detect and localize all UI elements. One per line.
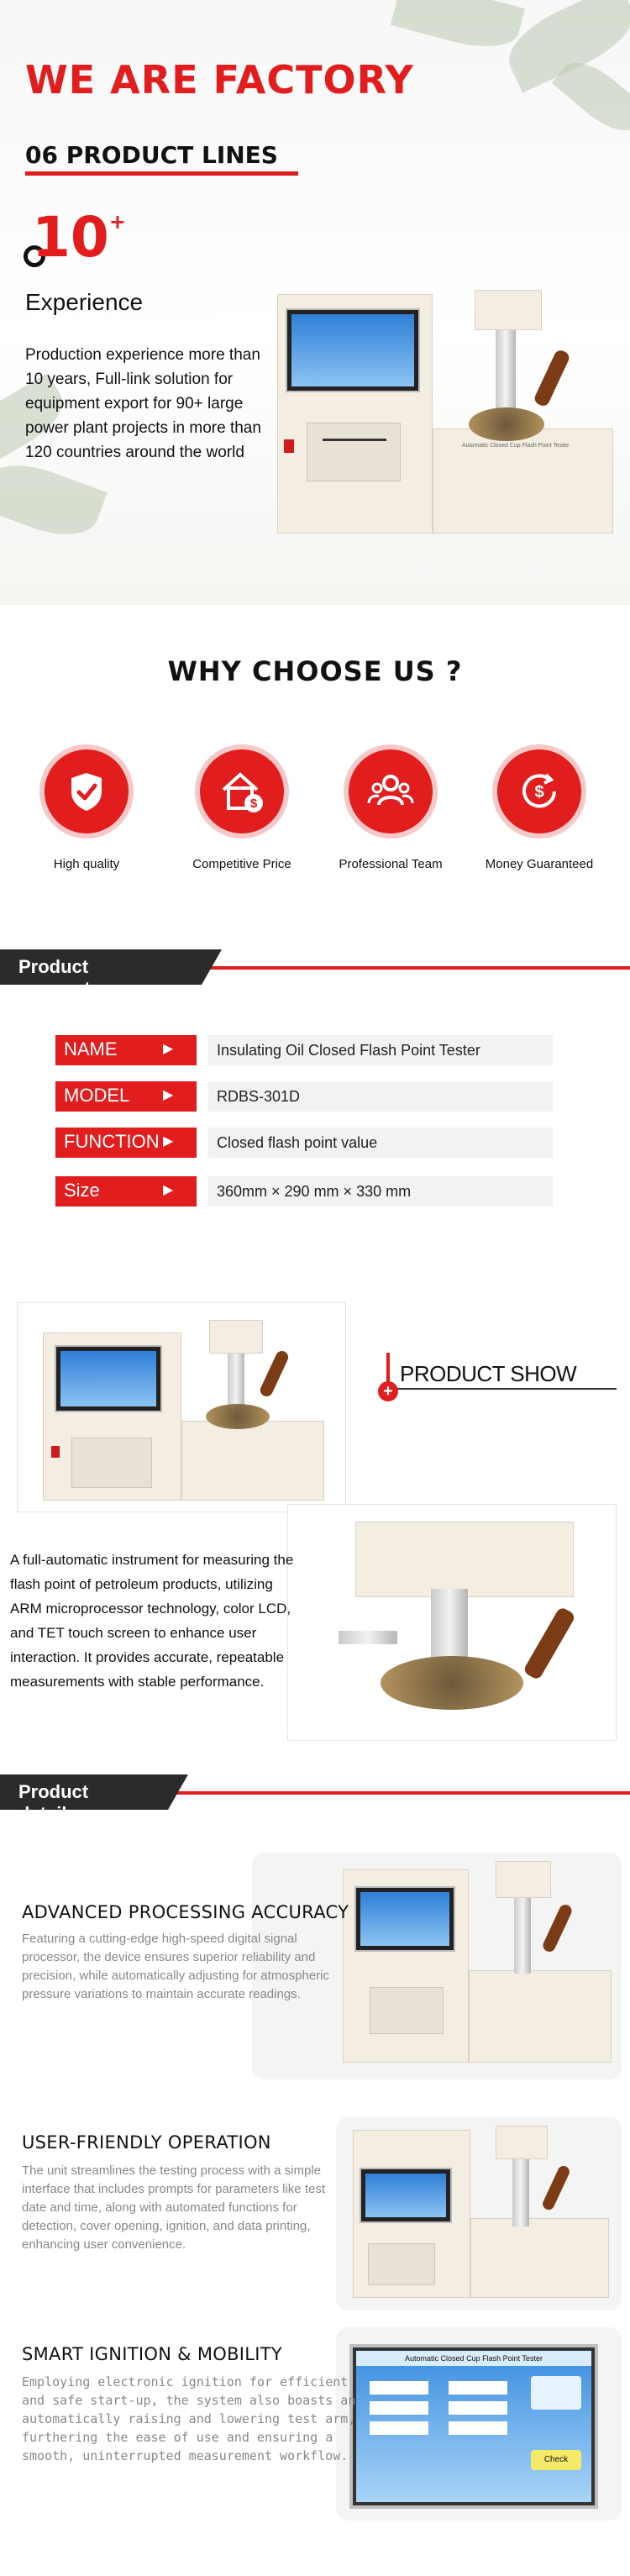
years-number [32,205,126,270]
product-show-description: A full-automatic instrument for measuring the flash point of petroleum products, utilizing ARM microprocessor technology, color LCD, and TET touch screen to enhance user interaction. It provides accurate, repeatable measurements with stable performance. [10,1552,294,1690]
years-plus: + [108,210,126,234]
feature-label: Professional Team [339,857,443,871]
arrow-right-icon: ▶ [163,1088,174,1102]
plus-icon: + [378,1381,398,1401]
feature-high-quality [24,744,150,871]
hero-title: WE ARE FACTORY [25,57,414,103]
title-underline [390,1388,617,1390]
experience-label: Experience [25,289,144,315]
product-image [277,290,622,542]
detail-text: Featuring a cutting-edge high-speed digital signal processor, the device ensures superior reliability and precision, while automatically adjusting for atmospheric pressure variations to maintain accurate readings. [22,1932,330,2001]
param-key: FUNCTION [55,1128,197,1158]
years-value: 10 [32,205,109,270]
detail-title: SMART IGNITION & MOBILITY [22,2344,283,2364]
detail-text: The unit streamlines the testing process with a simple interface that includes prompts for parameters like test date and time, along with automated functions for detection, cover opening, ignition, and data printing, enhancing user convenience. [22,2163,325,2252]
hero-description: Production experience more than 10 years, Full-link solution for equipment export for 90+ large power plant projects in more than 120 countries around the world [25,346,261,461]
house-price-icon [195,744,289,839]
screen-header: Automatic Closed Cup Flash Point Tester [356,2351,591,2366]
power-switch-icon [284,439,294,453]
cup-handle [533,348,571,407]
svg-text:$: $ [534,783,544,802]
param-key: Size [55,1176,197,1207]
arrow-right-icon: ▶ [163,1042,174,1056]
printer [307,423,401,481]
why-title: WHY CHOOSE US ? [167,655,463,687]
param-key: MODEL [55,1081,197,1112]
touch-screen [349,2344,598,2509]
machine-caption: Automatic Closed Cup Flash Point Tester [462,443,570,449]
machine-screen [286,308,420,392]
detail-text: Employing electronic ignition for efficient and safe start-up, the system also boasts an automatically raising and lowering test arm, furthering the ease of use and ensuring a smooth, uninterrupted measurement workflow. [22,2374,356,2463]
detail-image-bg [336,2117,622,2311]
product-show-title: PRODUCT SHOW [400,1361,577,1386]
param-row-size [55,1176,559,1207]
feature-label: Competitive Price [192,857,291,871]
check-button[interactable]: Check [531,2450,581,2470]
test-arm-head [475,290,542,330]
detail-image-bg [336,2327,622,2521]
param-row-name [55,1035,559,1065]
param-row-function [55,1128,559,1158]
param-value: Insulating Oil Closed Flash Point Tester [208,1035,553,1065]
shield-check-icon [39,744,134,839]
product-show-image-front [17,1302,346,1512]
detail-title: USER-FRIENDLY OPERATION [22,2132,271,2153]
details-section-title: Product details [0,1774,168,1810]
arrow-right-icon: ▶ [163,1134,174,1149]
svg-text:$: $ [249,796,258,811]
subtitle-underline [25,171,298,176]
feature-label: High quality [53,857,120,871]
money-back-icon [492,744,586,839]
param-value: Closed flash point value [208,1128,553,1158]
test-cup [469,407,544,441]
feature-label: Money Guaranteed [485,857,594,871]
arrow-right-icon: ▶ [163,1183,174,1197]
leaf-decoration [0,452,108,548]
param-value: 360mm × 290 mm × 330 mm [208,1176,553,1207]
params-section-title: Product parameters [0,949,202,985]
param-value: RDBS-301D [208,1081,553,1112]
feature-competitive-price [179,744,305,871]
hero-subtitle: 06 PRODUCT LINES [25,141,278,169]
team-icon [344,744,438,839]
leaf-decoration [391,0,525,57]
param-key: NAME [55,1035,197,1065]
hero-section [0,0,630,605]
feature-professional-team [328,744,454,871]
feature-money-guaranteed [476,744,602,871]
param-row-model [55,1081,559,1112]
detail-title: ADVANCED PROCESSING ACCURACY [22,1902,349,1922]
product-show-image-detail [287,1504,617,1741]
